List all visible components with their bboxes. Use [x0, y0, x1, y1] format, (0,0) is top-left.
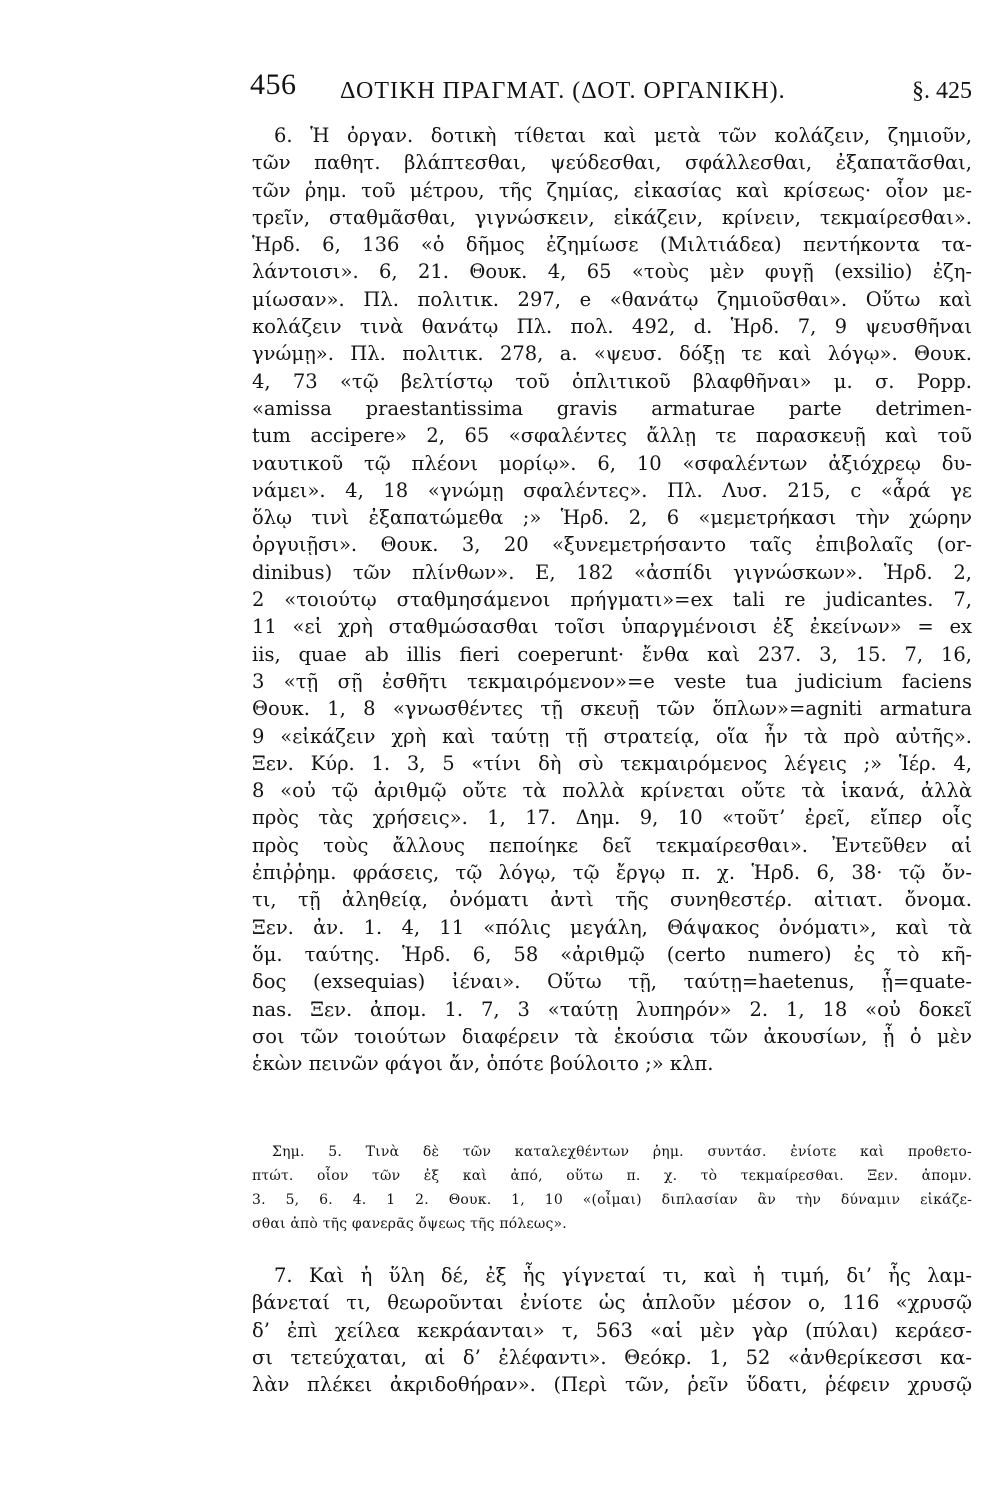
text-line: τῶν ῥημ. τοῦ μέτρου, τῆς ζημίας, εἰκασίας καὶ κρίσεως· οἷον με-	[252, 178, 972, 202]
text-line: «amissa praestantissima gravis armaturae parte detrimen-	[252, 396, 972, 420]
text-line: ἑκὼν πεινῶν φάγοι ἄν, ὁπότε βούλοιτο ;» κλπ.	[252, 1052, 714, 1076]
text-line: νάμει». 4, 18 «γνώμῃ σφαλέντες». Πλ. Λυσ. 215, c «ἆρά γε	[252, 478, 972, 502]
page-number: 456	[250, 68, 297, 101]
text-line: βάνεταί τι, θεωροῦνται ἐνίοτε ὡς ἁπλοῦν μέσον ο, 116 «χρυσῷ	[252, 1291, 972, 1315]
text-line: ναυτικοῦ τῷ πλέονι μορίῳ». 6, 10 «σφαλέντων ἀξιόχρεῳ δυ-	[252, 451, 972, 475]
text-line: ὀργυιῇσι». Θουκ. 3, 20 «ξυνεμετρήσαντο ταῖς ἐπιβολαῖς (or-	[252, 533, 972, 557]
text-line: πρὸς τοὺς ἄλλους πεποίηκε δεῖ τεκμαίρεσθαι». Ἐντεῦθεν αἱ	[252, 833, 972, 857]
text-line: iis, quae ab illis fieri coeperunt· ἔνθα καὶ 237. 3, 15. 7, 16,	[252, 642, 972, 666]
text-line: μίωσαν». Πλ. πολιτικ. 297, e «θανάτῳ ζημιοῦσθαι». Οὕτω καὶ	[252, 287, 972, 311]
text-line: σοι τῶν τοιούτων διαφέρειν τὰ ἑκούσια τῶν ἀκουσίων, ᾗ ὁ μὲν	[252, 1024, 972, 1048]
running-title: ΔΟΤΙΚΗ ΠΡΑΓΜΑΤ. (ΔΟΤ. ΟΡΓΑΝΙΚΗ).	[340, 78, 786, 104]
text-line: δος (exsequias) ἰέναι». Οὕτω τῇ, ταύτῃ=haetenus, ᾗ=quate-	[252, 970, 972, 994]
paragraph-7	[252, 1262, 972, 1398]
section-mark: §. 425	[912, 78, 972, 104]
text-line: Ξεν. Κύρ. 1. 3, 5 «τίνι δὴ σὺ τεκμαιρόμενος λέγεις ;» Ἱέρ. 4,	[252, 751, 972, 775]
text-line: Θουκ. 1, 8 «γνωσθέντες τῇ σκευῇ τῶν ὅπλων»=agniti armatura	[252, 697, 972, 721]
main-paragraph	[252, 122, 972, 1077]
text-line: tum accipere» 2, 65 «σφαλέντες ἄλλῃ τε παρασκευῇ καὶ τοῦ	[252, 424, 972, 448]
text-line: τρεῖν, σταθμᾶσθαι, γιγνώσκειν, εἰκάζειν, κρίνειν, τεκμαίρεσθαι».	[252, 205, 972, 229]
text-line: δ’ ἐπὶ χείλεα κεκράανται» τ, 563 «αἱ μὲν γὰρ (πύλαι) κεράεσ-	[252, 1318, 972, 1342]
text-line: σι τετεύχαται, αἱ δ’ ἐλέφαντι». Θεόκρ. 1, 52 «ἀνθερίκεσσι κα-	[252, 1345, 972, 1369]
text-line: 9 «εἰκάζειν χρὴ καὶ ταύτῃ τῇ στρατείᾳ, οἵα ἦν τὰ πρὸ αὐτῆς».	[252, 724, 972, 748]
text-line: λὰν πλέκει ἀκριδοθήραν». (Περὶ τῶν, ῥεῖν ὕδατι, ῥέφειν χρυσῷ	[252, 1373, 972, 1397]
text-line: 3 «τῇ σῇ ἐσθῆτι τεκμαιρόμενον»=e veste tua judicium faciens	[252, 669, 972, 693]
text-line: ὅλῳ τινὶ ἐξαπατώμεθα ;» Ἡρδ. 2, 6 «μεμετρήκασι τὴν χώρην	[252, 506, 972, 530]
text-line: 4, 73 «τῷ βελτίστῳ τοῦ ὁπλιτικοῦ βλαφθῆναι» μ. σ. Popp.	[252, 369, 972, 393]
note-line: σθαι ἀπὸ τῆς φανερᾶς ὄψεως τῆς πόλεως».	[252, 1216, 567, 1232]
note-line: 3. 5, 6. 4. 1 2. Θουκ. 1, 10 «(οἶμαι) διπλασίαν ἂν τὴν δύναμιν εἰκάζε-	[252, 1192, 972, 1208]
footnote	[252, 1140, 972, 1236]
text-line: 2 «τοιούτῳ σταθμησάμενοι πρήγματι»=ex tali re judicantes. 7,	[252, 588, 972, 612]
text-line: 8 «οὐ τῷ ἀριθμῷ οὔτε τὰ πολλὰ κρίνεται οὔτε τὰ ἱκανά, ἀλλὰ	[252, 779, 972, 803]
text-line: κολάζειν τινὰ θανάτῳ Πλ. πολ. 492, d. Ἡρδ. 7, 9 ψευσθῆναι	[252, 315, 972, 339]
text-line: ἐπιῤῥημ. φράσεις, τῷ λόγῳ, τῷ ἔργῳ π. χ. Ἡρδ. 6, 38· τῷ ὄν-	[252, 861, 972, 885]
text-line: 7. Καὶ ἡ ὕλη δέ, ἐξ ἧς γίγνεταί τι, καὶ ἡ τιμή, δι’ ἧς λαμ-	[274, 1264, 972, 1287]
note-line: Σημ. 5. Τινὰ δὲ τῶν καταλεχθέντων ῥημ. συντάσ. ἐνίοτε καὶ προθετο-	[272, 1144, 972, 1160]
text-line: τῶν παθητ. βλάπτεσθαι, ψεύδεσθαι, σφάλλεσθαι, ἐξαπατᾶσθαι,	[252, 151, 972, 175]
text-line: λάντοισι». 6, 21. Θουκ. 4, 65 «τοὺς μὲν φυγῇ (exsilio) ἐζη-	[252, 260, 972, 284]
text-line: 6. Ἡ ὀργαν. δοτικὴ τίθεται καὶ μετὰ τῶν κολάζειν, ζημιοῦν,	[274, 124, 972, 147]
text-line: 11 «εἰ χρὴ σταθμώσασθαι τοῖσι ὑπαργμένοισι ἐξ ἐκείνων» = ex	[252, 615, 972, 639]
text-line: γνώμῃ». Πλ. πολιτικ. 278, a. «ψευσ. δόξῃ τε καὶ λόγῳ». Θουκ.	[252, 342, 972, 366]
text-line: πρὸς τὰς χρήσεις». 1, 17. Δημ. 9, 10 «τοῦτ’ ἐρεῖ, εἴπερ οἷς	[252, 806, 972, 830]
text-line: Ἡρδ. 6, 136 «ὁ δῆμος ἐζημίωσε (Μιλτιάδεα) πεντήκοντα τα-	[252, 233, 972, 257]
running-head	[250, 62, 972, 112]
text-line: ὅμ. ταύτης. Ἡρδ. 6, 58 «ἀριθμῷ (certo numero) ἐς τὸ κῆ-	[252, 942, 972, 966]
text-line: Ξεν. ἀν. 1. 4, 11 «πόλις μεγάλη, Θάψακος ὀνόματι», καὶ τὰ	[252, 915, 972, 939]
text-line: dinibus) τῶν πλίνθων». Ε, 182 «ἀσπίδι γιγνώσκων». Ἡρδ. 2,	[252, 560, 972, 584]
text-line: τι, τῇ ἀληθείᾳ, ὀνόματι ἀντὶ τῆς συνηθεστέρ. αἰτιατ. ὄνομα.	[252, 888, 972, 912]
text-line: nas. Ξεν. ἀπομ. 1. 7, 3 «ταύτῃ λυπηρόν» 2. 1, 18 «οὐ δοκεῖ	[252, 997, 972, 1021]
note-line: πτώτ. οἷον τῶν ἐξ καὶ ἀπό, οὕτω π. χ. τὸ τεκμαίρεσθαι. Ξεν. ἀπομν.	[252, 1168, 972, 1184]
